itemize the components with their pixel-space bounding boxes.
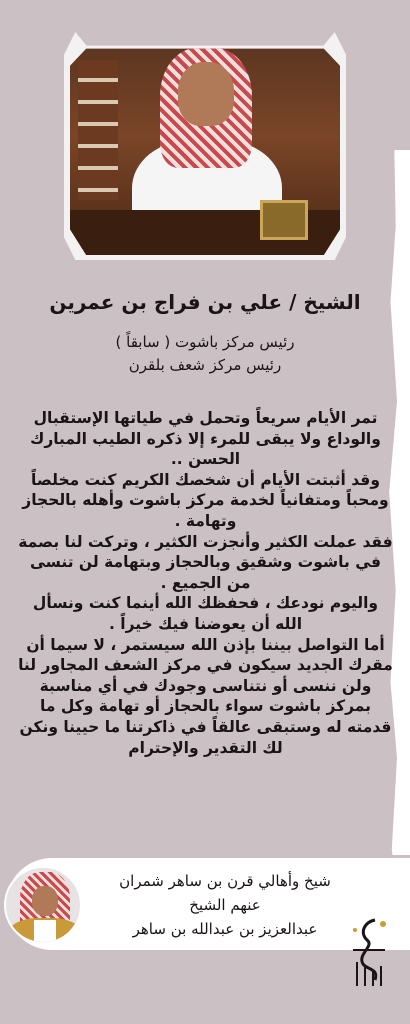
role-current: رئيس مركز شعف بلقرن — [128, 356, 282, 374]
portrait-photo — [70, 40, 340, 255]
paragraph: فقد عملت الكثير وأنجزت الكثير ، وتركت لنا بصمة في باشوت وشقيق وبالحجاز وبتهامة لن تنسى من الجميع . — [18, 532, 393, 592]
signature-line-2: عنهم الشيخ — [189, 896, 261, 914]
bookshelf — [78, 60, 118, 200]
farewell-message — [18, 408, 393, 758]
avatar-face — [32, 886, 58, 916]
face — [178, 62, 234, 126]
paragraph: أما التواصل بيننا بإذن الله سيستمر ، لا سيما أن مقرك الجديد سيكون في مركز الشعف المجاور لنا ولن ننسى أو نتناسى وجودك في أي مناسبة بمركز باشوت سواء بالحجاز أو تهامة وكل ما قدمته له وستبقى عالقاً في ذاكرتنا ما حيينا ونكن لك التقدير والإحترام — [18, 635, 393, 757]
signature-line-3: عبدالعزيز بن عبدالله بن ساهر — [132, 920, 318, 938]
plaque — [260, 200, 308, 240]
paragraph: واليوم نودعك ، فحفظك الله أينما كنت ونسأل الله أن يعوضنا فيك خيراً . — [32, 594, 379, 633]
signature-line-1: شيخ وأهالي قرن بن ساهر شمران — [119, 872, 331, 890]
calligraphy-logo — [345, 910, 393, 990]
role-former: رئيس مركز باشوت ( سابقاً ) — [115, 333, 295, 351]
honoree-name: الشيخ / علي بن فراج بن عمرين — [49, 290, 361, 314]
paragraph: تمر الأيام سريعاً وتحمل في طياتها الإستقبال والوداع ولا يبقى للمرء إلا ذكره الطيب المبارك الحسن .. — [30, 409, 381, 469]
avatar-thobe — [34, 920, 56, 944]
paragraph: وقد أثبتت الأيام أن شخصك الكريم كنت مخلصاً ومحباً ومتفانياً لخدمة مركز باشوت وأهله بالحجاز وتهامة . — [22, 470, 389, 530]
avatar — [4, 866, 82, 944]
